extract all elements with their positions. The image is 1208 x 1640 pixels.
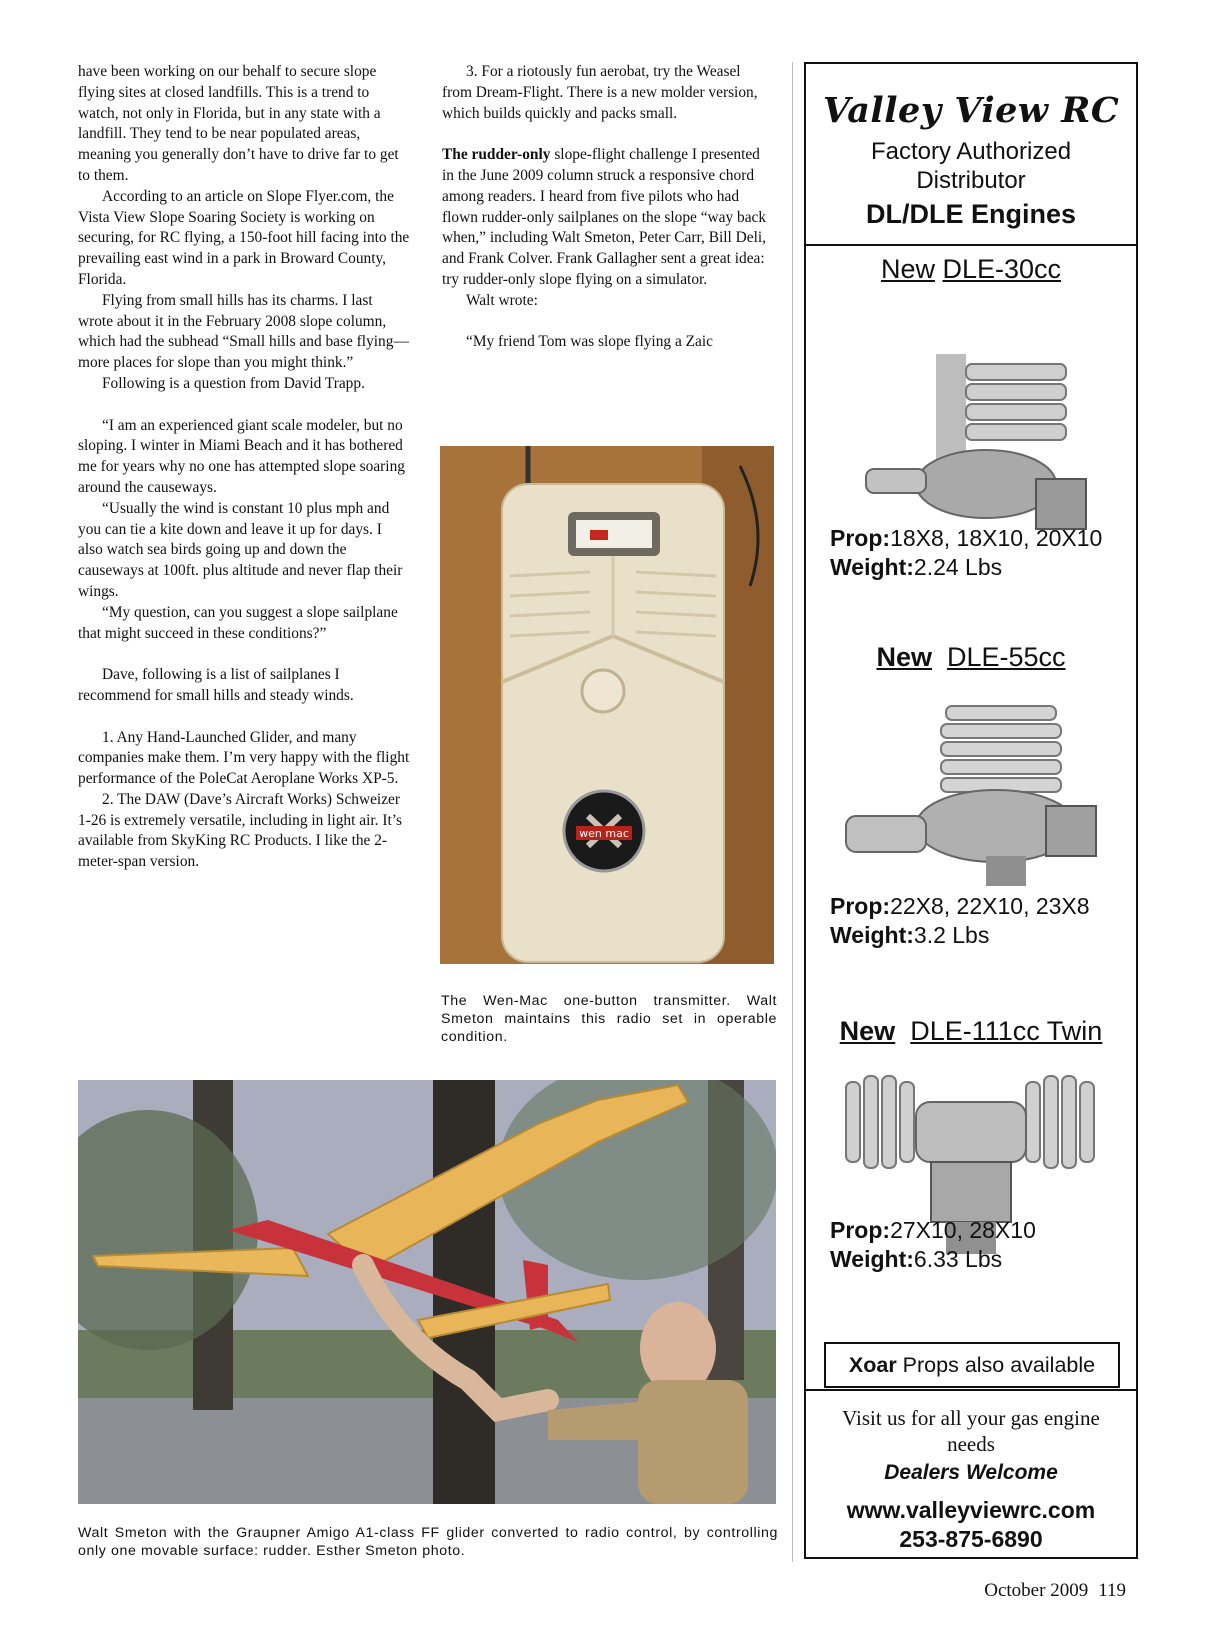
glider-photo: [78, 1080, 776, 1504]
weight-label: Weight:: [830, 922, 914, 948]
issue-date: October 2009: [984, 1580, 1089, 1601]
glider-caption: Walt Smeton with the Graupner Amigo A1-class FF glider converted to radio control, by controlling only one movable surface: rudder. Esther Smeton photo.: [78, 1525, 778, 1559]
paragraph: According to an article on Slope Flyer.com, the Vista View Slope Soaring Society is working on securing, for RC flying, a 150-foot hill facing into the prevailing east wind in a park in Broward County, Florida.: [78, 187, 410, 288]
xoar-props-notice: [824, 1342, 1120, 1388]
ad-brand: Valley View RC: [822, 90, 1120, 131]
article-column-2: [442, 62, 772, 353]
engine-55cc-image: [836, 686, 1112, 906]
paragraph: Following is a question from David Trapp.: [102, 374, 365, 392]
transmitter-photo: [440, 446, 774, 964]
paragraph: [442, 145, 772, 291]
paragraph: “My question, can you suggest a slope sailplane that might succeed in these conditions?”: [78, 603, 398, 642]
column-divider: [792, 62, 793, 1562]
prop-value: 27X10, 28X10: [890, 1217, 1036, 1243]
engine-new-label: New: [839, 1016, 896, 1046]
paragraph: 1. Any Hand-Launched Glider, and many companies make them. I’m very happy with the flight performance of the PoleCat Aeroplane Works XP-5.: [78, 728, 410, 788]
engine-title: [806, 1016, 1136, 1047]
paragraph: Flying from small hills has its charms. I last wrote about it in the February 2008 slope column, which had the subhead “Small hills and base flying—more places for slope than you might think.”: [78, 291, 409, 372]
glider-illustration: [78, 1080, 776, 1504]
page-number: 119: [1098, 1580, 1126, 1601]
ad-tagline: Factory Authorized: [870, 138, 1072, 165]
xoar-text: Props also available: [896, 1353, 1096, 1377]
ad-visit-text: Visit us for all your gas engine needs: [842, 1406, 1100, 1456]
ad-engines-heading: DL/DLE Engines: [865, 199, 1076, 229]
weight-value: 2.24 Lbs: [913, 554, 1003, 580]
engine-title: [806, 642, 1136, 673]
engine-title: [806, 254, 1136, 285]
prop-label: Prop:: [830, 1217, 891, 1243]
paragraph: “I am an experienced giant scale modeler, but no sloping. I winter in Miami Beach and it has bothered me for years why no one has attempted slope soaring around the causeways.: [78, 416, 405, 496]
paragraph: “Usually the wind is constant 10 plus mph and you can tie a kite down and leave it up for days. I also watch sea birds going up and down the causeways at 100ft. plus altitude and never flap their wings.: [78, 499, 403, 600]
engine-prop: [830, 524, 1102, 553]
valley-view-rc-ad: [804, 62, 1138, 1559]
run-in-lead: The rudder-only: [442, 146, 551, 164]
ad-dealers-text: Dealers Welcome: [884, 1461, 1058, 1484]
paragraph: Walt wrote:: [466, 291, 538, 309]
engine-new-label: New: [876, 642, 932, 672]
page-folio: [984, 1580, 1126, 1602]
article-column-1: [78, 62, 410, 873]
transmitter-illustration: [440, 446, 774, 964]
xoar-brand: Xoar: [848, 1353, 897, 1377]
weight-label: Weight:: [830, 1246, 914, 1272]
brand-badge-text: wen mac: [579, 827, 629, 840]
ad-footer: [804, 1389, 1138, 1559]
engine-prop: [830, 1216, 1036, 1245]
engine-specs: [830, 1216, 1036, 1274]
paragraph-text: slope-flight challenge I presented in the June 2009 column struck a responsive chord among readers. I heard from five pilots who had flown rudder-only sailplanes on the slope “way back when,” including Walt Smeton, Peter Carr, Bill Deli, and Frank Colver. Frank Gallagher sent a great idea: try rudder-only slope flying on a simulator.: [442, 146, 767, 288]
ad-website: www.valleyviewrc.com: [846, 1497, 1096, 1523]
paragraph: 3. For a riotously fun aerobat, try the Weasel from Dream-Flight. There is a new molder version, which builds quickly and packs small.: [442, 63, 758, 122]
prop-label: Prop:: [830, 893, 891, 919]
engine-specs: [830, 892, 1090, 950]
engine-model: DLE-30cc: [942, 254, 1062, 284]
weight-label: Weight:: [830, 554, 914, 580]
prop-label: Prop:: [830, 525, 891, 551]
paragraph: Dave, following is a list of sailplanes I recommend for small hills and steady winds.: [78, 666, 354, 704]
paragraph: “My friend Tom was slope flying a Zaic: [466, 333, 713, 351]
transmitter-caption: The Wen-Mac one-button transmitter. Walt Smeton maintains this radio set in operable condition.: [441, 993, 777, 1045]
engine-model: DLE-111cc Twin: [910, 1016, 1103, 1046]
engine-weight: [830, 921, 1090, 950]
engine-specs: [830, 524, 1102, 582]
engine-weight: [830, 1245, 1036, 1274]
ad-header: [806, 64, 1136, 246]
ad-tagline: Distributor: [916, 167, 1026, 194]
paragraph: 2. The DAW (Dave’s Aircraft Works) Schweizer 1-26 is extremely versatile, including in light air. It’s available from SkyKing RC Products. I like the 2-meter-span version.: [78, 790, 402, 871]
engine-model: DLE-55cc: [947, 642, 1066, 672]
engine-weight: [830, 553, 1102, 582]
weight-value: 6.33 Lbs: [913, 1246, 1003, 1272]
engine-new-label: New: [880, 254, 935, 284]
prop-value: 18X8, 18X10, 20X10: [890, 525, 1103, 551]
prop-value: 22X8, 22X10, 23X8: [890, 893, 1090, 919]
ad-phone: 253-875-6890: [899, 1526, 1043, 1552]
engine-30cc-image: [836, 304, 1112, 544]
engine-prop: [830, 892, 1090, 921]
weight-value: 3.2 Lbs: [913, 922, 990, 948]
paragraph: have been working on our behalf to secure slope flying sites at closed landfills. This is a trend to watch, not only in Florida, but in any state with a landfill. They tend to be near populated areas, meaning you generally don’t have to drive far to get to them.: [78, 63, 399, 184]
